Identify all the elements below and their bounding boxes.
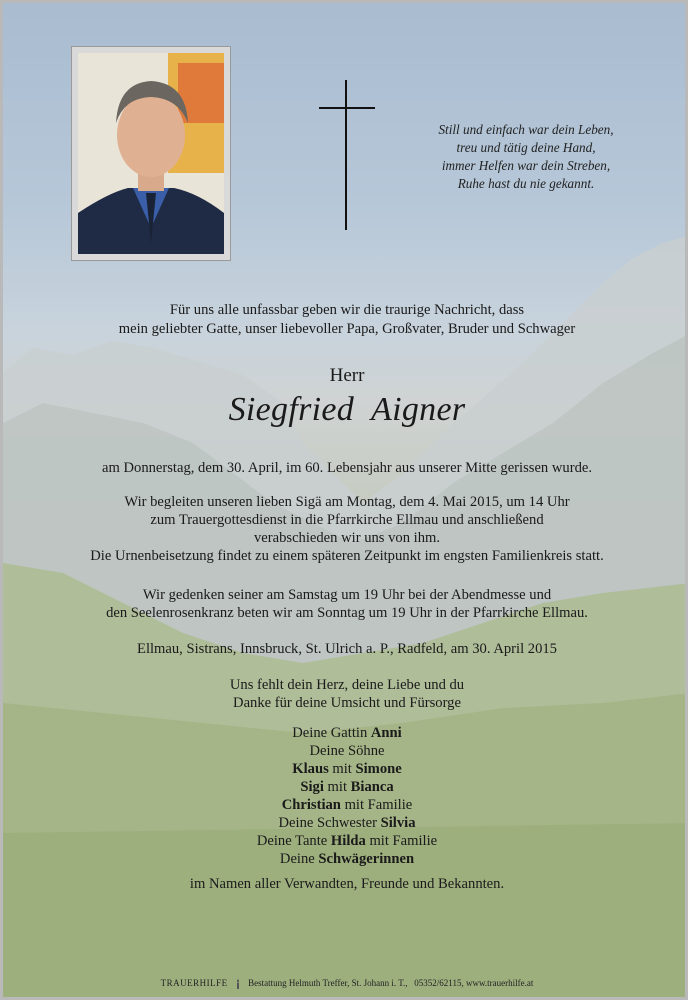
poem-line: treu und tätig deine Hand,: [456, 140, 596, 155]
poem-line: Still und einfach war dein Leben,: [438, 122, 614, 137]
poem-line: Ruhe hast du nie gekannt.: [457, 176, 595, 191]
funeral-info: [3, 493, 688, 565]
funeral-line: Wir begleiten unseren lieben Sigä am Montag, dem 4. Mai 2015, um 14 Uhr: [124, 494, 570, 510]
deceased-name: Siegfried Aigner: [228, 391, 466, 428]
intro-line: Für uns alle unfassbar geben wir die traurige Nachricht, dass: [169, 302, 525, 318]
intro-text: [3, 301, 688, 339]
poem-line: immer Helfen war dein Streben,: [441, 158, 611, 173]
heart-verse: [3, 676, 688, 712]
footer-brand: TRAUERHILFE: [160, 978, 228, 988]
closing-line: im Namen aller Verwandten, Freunde und Bekannten.: [189, 876, 505, 892]
funeral-line: verabschieden wir uns von ihm.: [253, 530, 441, 546]
funeral-line: Die Urnenbeisetzung findet zu einem späteren Zeitpunkt im engsten Familienkreis statt.: [90, 548, 604, 564]
footer-text: Bestattung Helmuth Treffer, St. Johann i. T., 05352/62115, www.trauerhilfe.at: [248, 978, 534, 988]
cross-icon: [319, 80, 375, 230]
footer: [3, 978, 688, 989]
mourner-inlaws: Deine Schwägerinnen: [279, 851, 415, 867]
candle-icon: [234, 979, 242, 989]
memorial-line: Wir gedenken seiner am Samstag um 19 Uhr bei der Abendmesse und: [142, 587, 552, 603]
portrait-photo: [78, 53, 224, 254]
heart-line: Uns fehlt dein Herz, deine Liebe und du: [229, 677, 465, 693]
places-date: Ellmau, Sistrans, Innsbruck, St. Ulrich a. P., Radfeld, am 30. April 2015: [137, 641, 557, 657]
salutation: Herr: [329, 365, 365, 386]
mourner-son: Klaus mit Simone: [292, 761, 402, 777]
mourner-aunt: Deine Tante Hilda mit Familie: [256, 833, 438, 849]
memorial-line: den Seelenrosenkranz beten wir am Sonntag um 19 Uhr in der Pfarrkirche Ellmau.: [106, 605, 588, 621]
funeral-line: zum Trauergottesdienst in die Pfarrkirche Ellmau und anschließend: [150, 512, 544, 528]
poem: [411, 121, 641, 193]
mourner-wife: Deine Gattin Anni: [292, 725, 402, 741]
mourner-sons-label: Deine Söhne: [309, 743, 385, 759]
memorial-info: [3, 586, 688, 622]
mourner-sister: Deine Schwester Silvia: [278, 815, 416, 831]
portrait-frame: [71, 46, 231, 261]
mourners-list: [3, 724, 688, 868]
intro-line: mein geliebter Gatte, unser liebevoller Papa, Großvater, Bruder und Schwager: [118, 321, 576, 337]
death-notice: am Donnerstag, dem 30. April, im 60. Lebensjahr aus unserer Mitte gerissen wurde.: [102, 460, 592, 476]
mourner-son: Christian mit Familie: [281, 797, 413, 813]
mourner-son: Sigi mit Bianca: [300, 779, 394, 795]
heart-line: Danke für deine Umsicht und Fürsorge: [233, 695, 461, 711]
